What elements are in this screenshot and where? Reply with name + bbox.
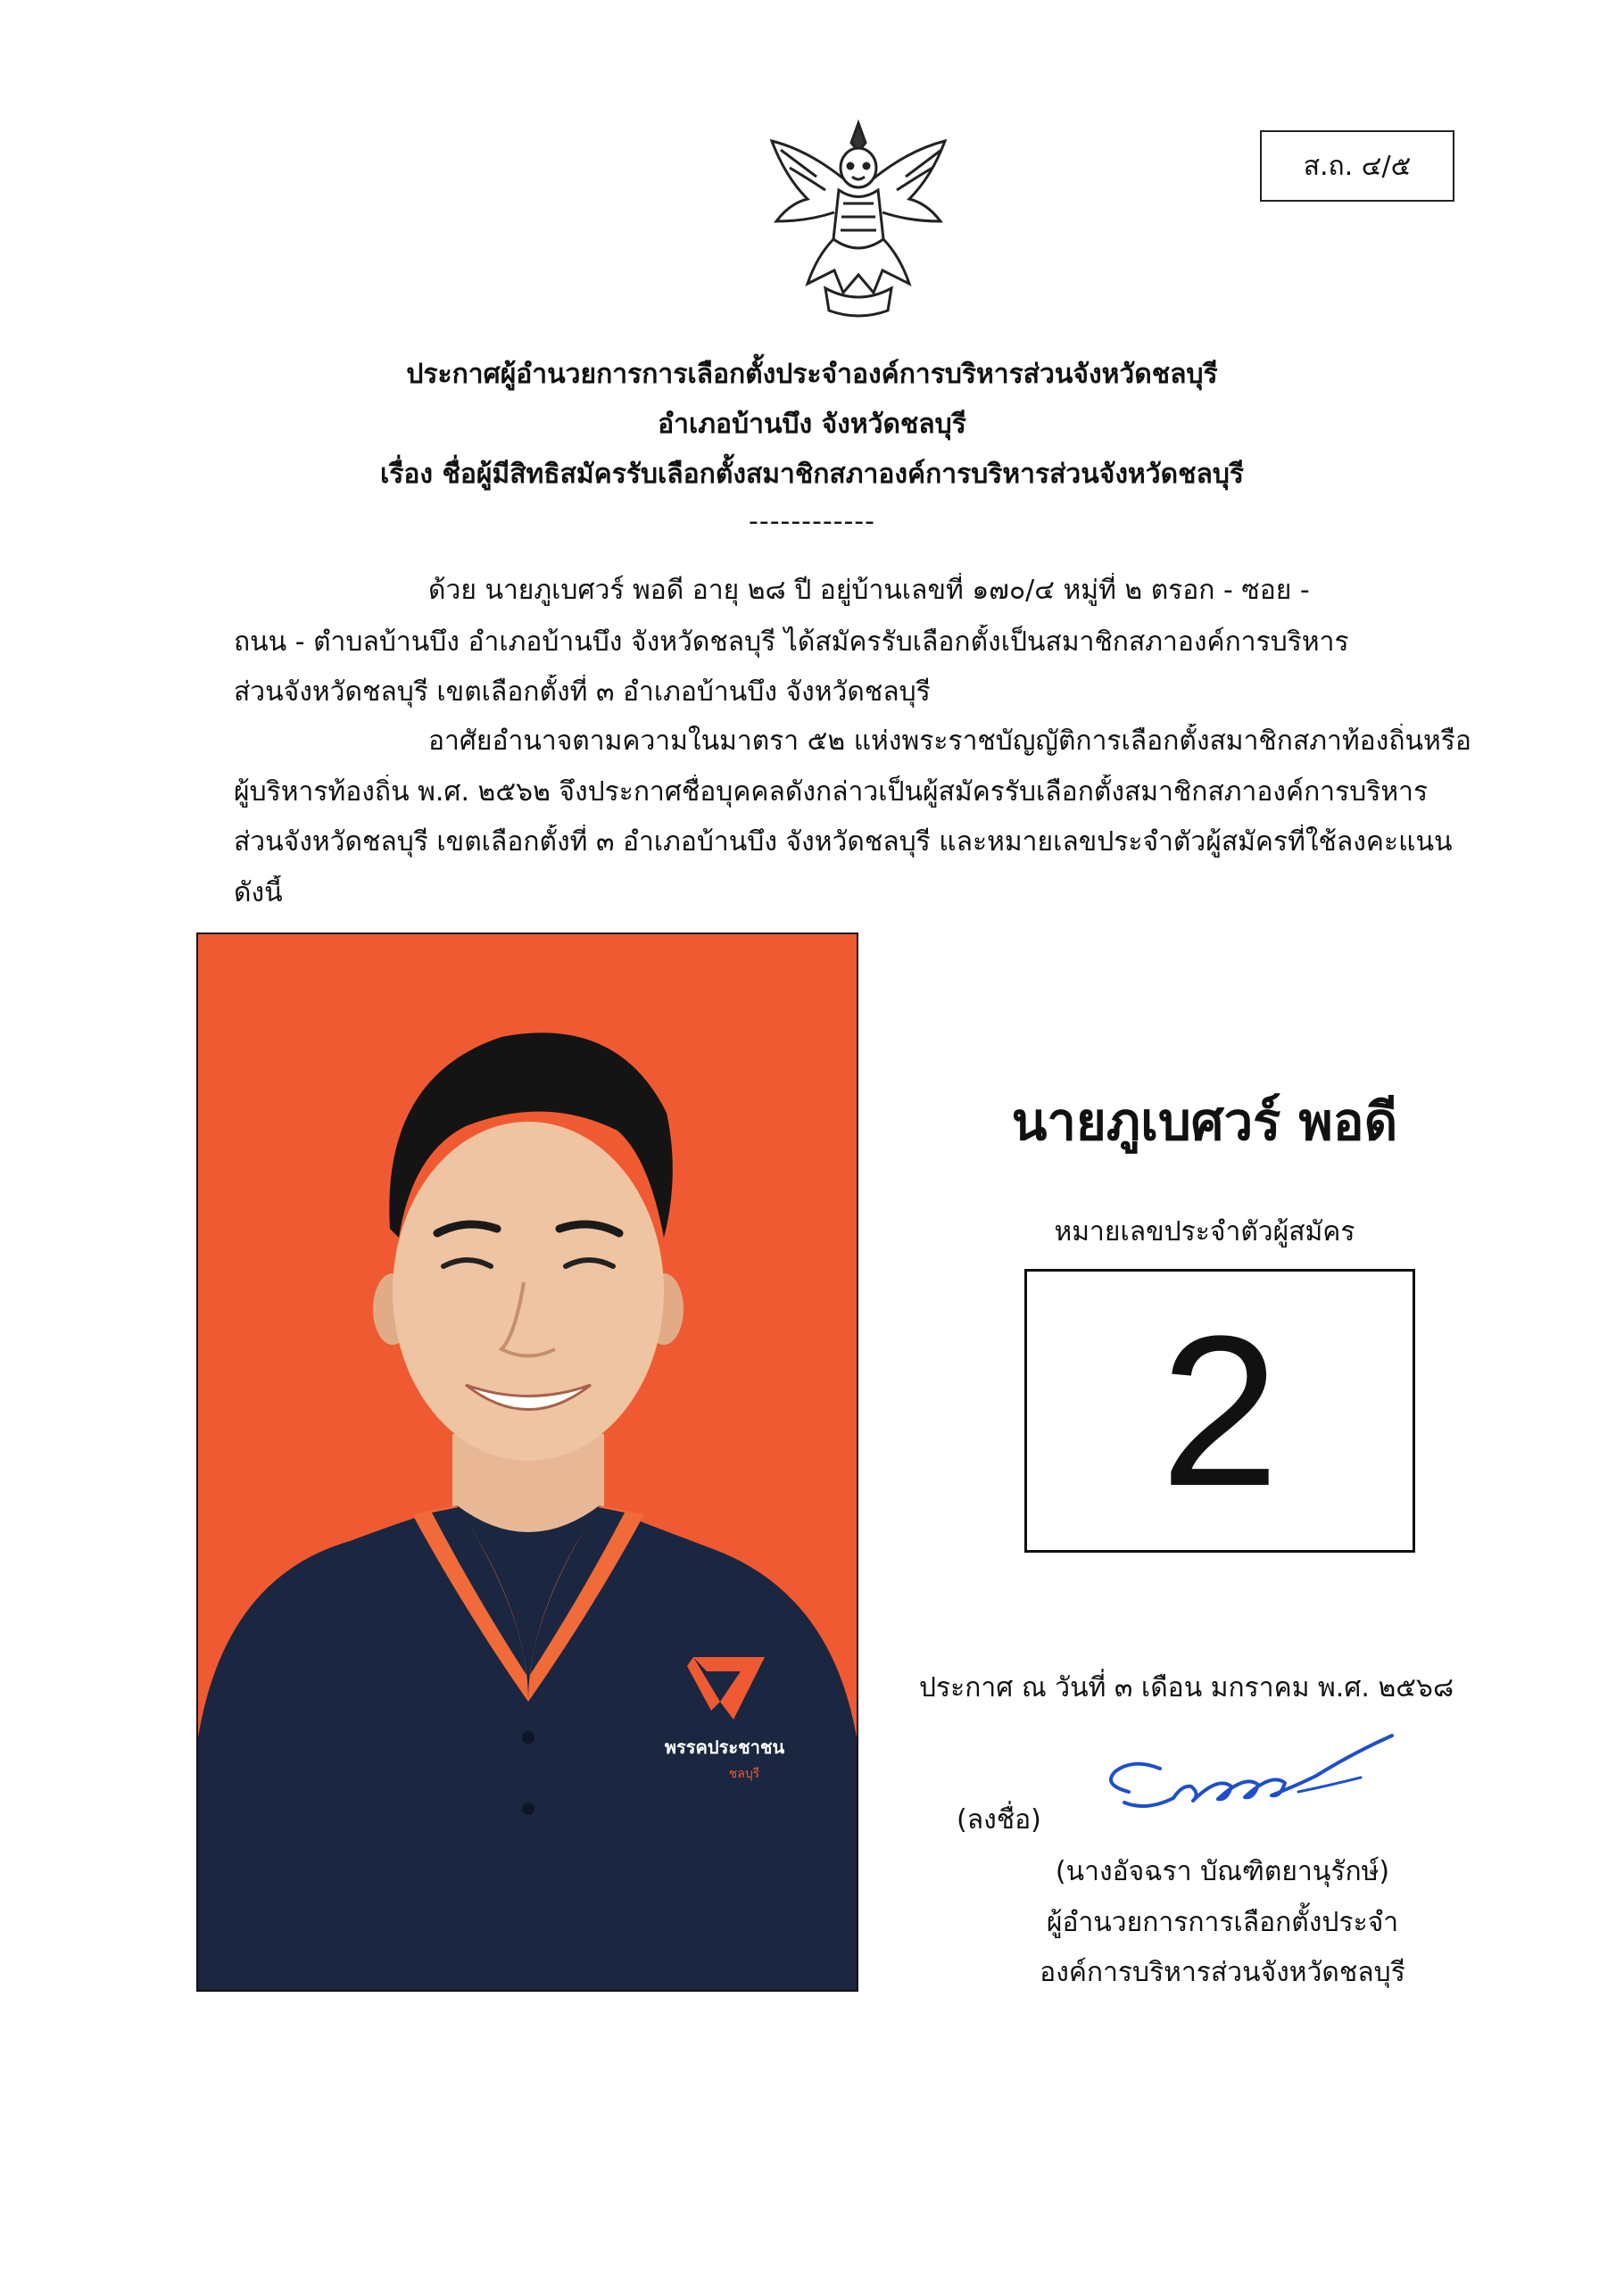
signer-position-1: ผู้อำนวยการการเลือกตั้งประจำ [1046,1907,1399,1938]
form-code-box [1260,130,1454,202]
announce-date: ประกาศ ณ วันที่ ๓ เดือน มกราคม พ.ศ. ๒๕๖๘ [919,1672,1454,1703]
body-line-5: ผู้บริหารท้องถิ่น พ.ศ. ๒๕๖๒ จึงประกาศชื่อบุคคลดังกล่าวเป็นผู้สมัครรับเลือกตั้งสมาชิกสภาองค์การบริหาร [234,776,1429,808]
signature-image [1093,1722,1401,1829]
candidate-number-box [1024,1269,1415,1553]
heading-line-2: อำเภอบ้านบึง จังหวัดชลบุรี [658,409,966,440]
body-line-7: ดังนี้ [234,877,283,908]
garuda-emblem-icon [754,114,964,324]
form-code: ส.ถ. ๔/๕ [1303,150,1412,182]
candidate-number-label: หมายเลขประจำตัวผู้สมัคร [1054,1216,1355,1247]
body-line-6: ส่วนจังหวัดชลบุรี เขตเลือกตั้งที่ ๓ อำเภอบ้านบึง จังหวัดชลบุรี และหมายเลขประจำตัวผู้สมัครที่ใช้ลงคะแนน [234,826,1453,858]
heading-line-3: เรื่อง ชื่อผู้มีสิทธิสมัครรับเลือกตั้งสมาชิกสภาองค์การบริหารส่วนจังหวัดชลบุรี [379,459,1244,490]
heading-line-1: ประกาศผู้อำนวยการการเลือกตั้งประจำองค์การบริหารส่วนจังหวัดชลบุรี [406,359,1218,390]
body-line-3: ส่วนจังหวัดชลบุรี เขตเลือกตั้งที่ ๓ อำเภอบ้านบึง จังหวัดชลบุรี [234,676,931,708]
signer-position-2: องค์การบริหารส่วนจังหวัดชลบุรี [1040,1957,1405,1988]
heading-divider: ------------ [749,506,875,537]
party-logo-text: พรรคประชาชน [664,1737,785,1758]
party-logo-subtext: ชลบุรี [728,1767,760,1781]
candidate-name: นายภูเบศวร์ พอดี [1011,1091,1398,1152]
sign-label: (ลงชื่อ) [957,1804,1041,1836]
candidate-photo [196,932,858,1992]
signer-name: (นางอัจฉรา บัณฑิตยานุรักษ์) [1055,1856,1390,1887]
candidate-number: 2 [1160,1291,1280,1530]
body-line-2: ถนน - ตำบลบ้านบึง อำเภอบ้านบึง จังหวัดชลบุรี ได้สมัครรับเลือกตั้งเป็นสมาชิกสภาองค์การบริหาร [234,626,1349,658]
body-line-4: อาศัยอำนาจตามความในมาตรา ๕๒ แห่งพระราชบัญญัติการเลือกตั้งสมาชิกสภาท้องถิ่นหรือ [428,725,1471,757]
body-line-1: ด้วย นายภูเบศวร์ พอดี อายุ ๒๘ ปี อยู่บ้านเลขที่ ๑๗๐/๔ หมู่ที่ ๒ ตรอก - ซอย - [428,575,1310,606]
